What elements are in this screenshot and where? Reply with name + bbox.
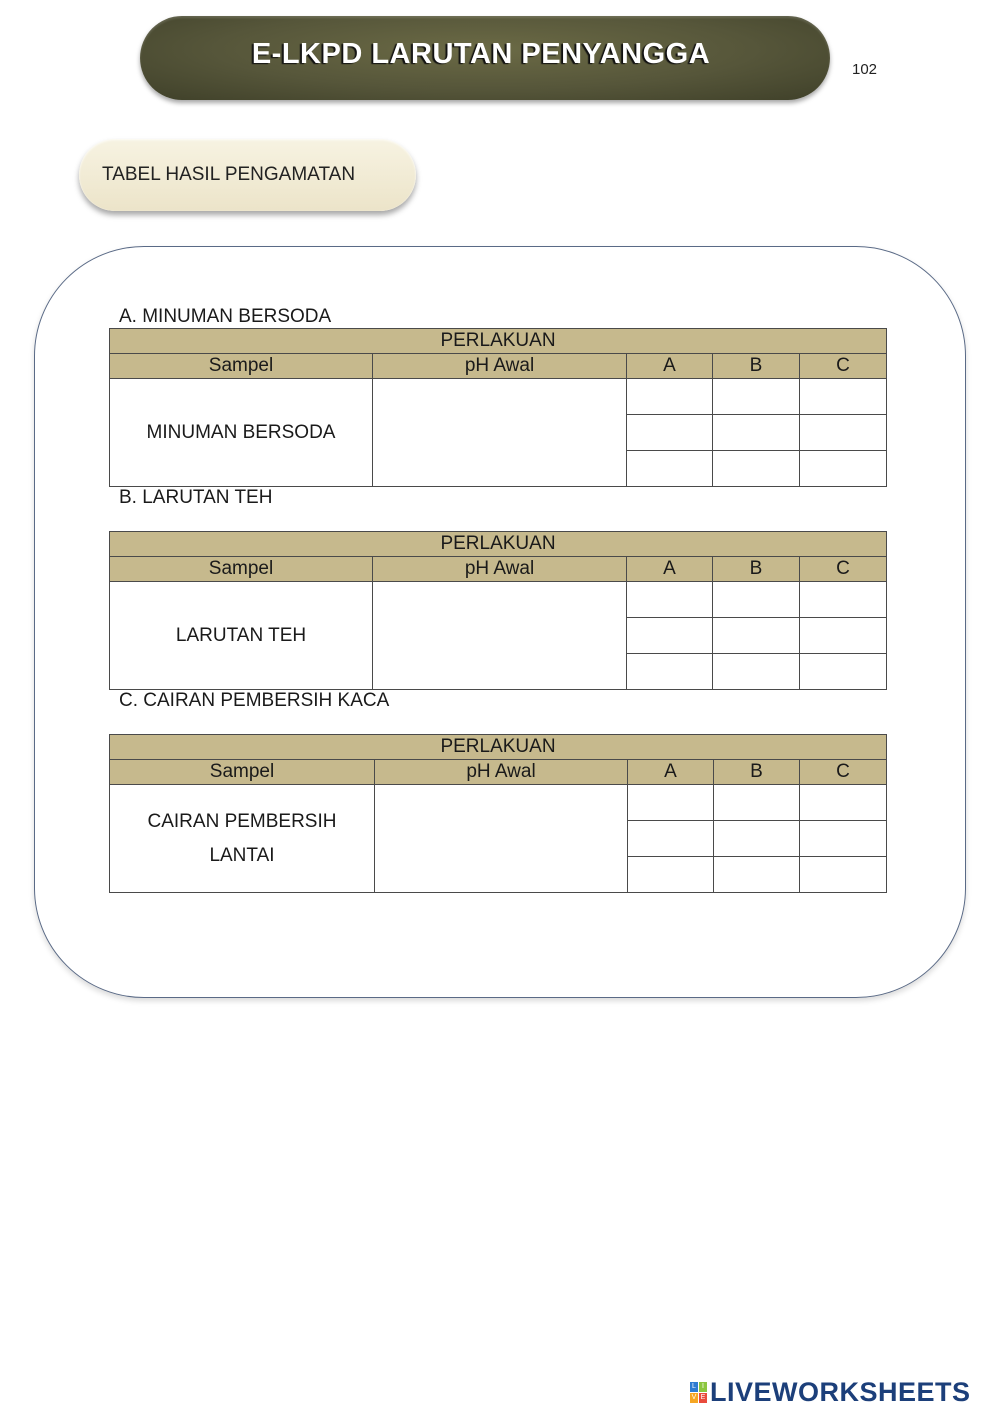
input-c-2[interactable] bbox=[800, 821, 887, 857]
col-header-ph-awal: pH Awal bbox=[373, 354, 627, 379]
input-c-1[interactable] bbox=[800, 379, 887, 415]
input-a-2[interactable] bbox=[627, 618, 713, 654]
col-header-ph-awal: pH Awal bbox=[373, 557, 627, 582]
input-c-1[interactable] bbox=[800, 785, 887, 821]
brand-mark-tile: V bbox=[691, 1394, 697, 1401]
sample-name bbox=[110, 379, 373, 487]
brand-logo[interactable] bbox=[690, 1377, 971, 1408]
page-number: 102 bbox=[852, 61, 878, 78]
input-b-1[interactable] bbox=[713, 379, 800, 415]
col-header-sampel: Sampel bbox=[110, 557, 373, 582]
input-b-3[interactable] bbox=[713, 654, 800, 690]
brand-name: LIVEWORKSHEETS bbox=[710, 1377, 971, 1407]
title-banner bbox=[140, 16, 830, 100]
col-header-sampel: Sampel bbox=[110, 354, 373, 379]
input-a-3[interactable] bbox=[627, 654, 713, 690]
col-header-b: B bbox=[713, 354, 800, 379]
input-a-1[interactable] bbox=[628, 785, 714, 821]
table-a-heading: A. MINUMAN BERSODA bbox=[119, 306, 332, 327]
input-b-1[interactable] bbox=[714, 785, 800, 821]
col-header-b: B bbox=[713, 557, 800, 582]
col-header-a: A bbox=[627, 354, 713, 379]
col-header-a: A bbox=[628, 760, 714, 785]
table-c-heading: C. CAIRAN PEMBERSIH KACA bbox=[119, 690, 390, 711]
group-header: PERLAKUAN bbox=[110, 735, 887, 760]
sample-name-line: MINUMAN BERSODA bbox=[146, 421, 336, 443]
input-a-3[interactable] bbox=[627, 451, 713, 487]
col-header-ph-awal: pH Awal bbox=[375, 760, 628, 785]
table-b-heading: B. LARUTAN TEH bbox=[119, 487, 273, 508]
input-a-1[interactable] bbox=[627, 379, 713, 415]
brand-mark-tile: L bbox=[690, 1382, 698, 1392]
group-header: PERLAKUAN bbox=[110, 532, 887, 557]
input-c-3[interactable] bbox=[800, 654, 887, 690]
col-header-c: C bbox=[800, 760, 887, 785]
input-b-2[interactable] bbox=[714, 821, 800, 857]
input-c-2[interactable] bbox=[800, 415, 887, 451]
col-header-a: A bbox=[627, 557, 713, 582]
input-b-1[interactable] bbox=[713, 582, 800, 618]
input-c-2[interactable] bbox=[800, 618, 887, 654]
sample-name-line: LARUTAN TEH bbox=[175, 624, 307, 646]
ph-awal-input[interactable] bbox=[373, 379, 627, 487]
input-a-3[interactable] bbox=[628, 857, 714, 893]
input-a-1[interactable] bbox=[627, 582, 713, 618]
input-b-3[interactable] bbox=[714, 857, 800, 893]
sample-name-line: CAIRAN PEMBERSIH bbox=[147, 810, 337, 832]
input-a-2[interactable] bbox=[627, 415, 713, 451]
sample-name-line: LANTAI bbox=[209, 844, 275, 866]
group-header: PERLAKUAN bbox=[110, 329, 887, 354]
brand-mark-tile: E bbox=[700, 1394, 706, 1401]
table-b bbox=[109, 531, 887, 690]
page-title: E-LKPD LARUTAN PENYANGGA bbox=[251, 37, 711, 70]
sample-name bbox=[110, 785, 375, 893]
input-b-2[interactable] bbox=[713, 618, 800, 654]
col-header-sampel: Sampel bbox=[110, 760, 375, 785]
input-c-3[interactable] bbox=[800, 857, 887, 893]
input-a-2[interactable] bbox=[628, 821, 714, 857]
brand-mark-tile: I bbox=[699, 1382, 707, 1392]
ph-awal-input[interactable] bbox=[375, 785, 628, 893]
table-a bbox=[109, 328, 887, 487]
input-c-3[interactable] bbox=[800, 451, 887, 487]
table-c bbox=[109, 734, 887, 893]
input-c-1[interactable] bbox=[800, 582, 887, 618]
input-b-2[interactable] bbox=[713, 415, 800, 451]
col-header-b: B bbox=[714, 760, 800, 785]
brand-mark-icon bbox=[690, 1382, 707, 1403]
sample-name bbox=[110, 582, 373, 690]
col-header-c: C bbox=[800, 354, 887, 379]
ph-awal-input[interactable] bbox=[373, 582, 627, 690]
col-header-c: C bbox=[800, 557, 887, 582]
section-label: TABEL HASIL PENGAMATAN bbox=[79, 139, 416, 211]
input-b-3[interactable] bbox=[713, 451, 800, 487]
